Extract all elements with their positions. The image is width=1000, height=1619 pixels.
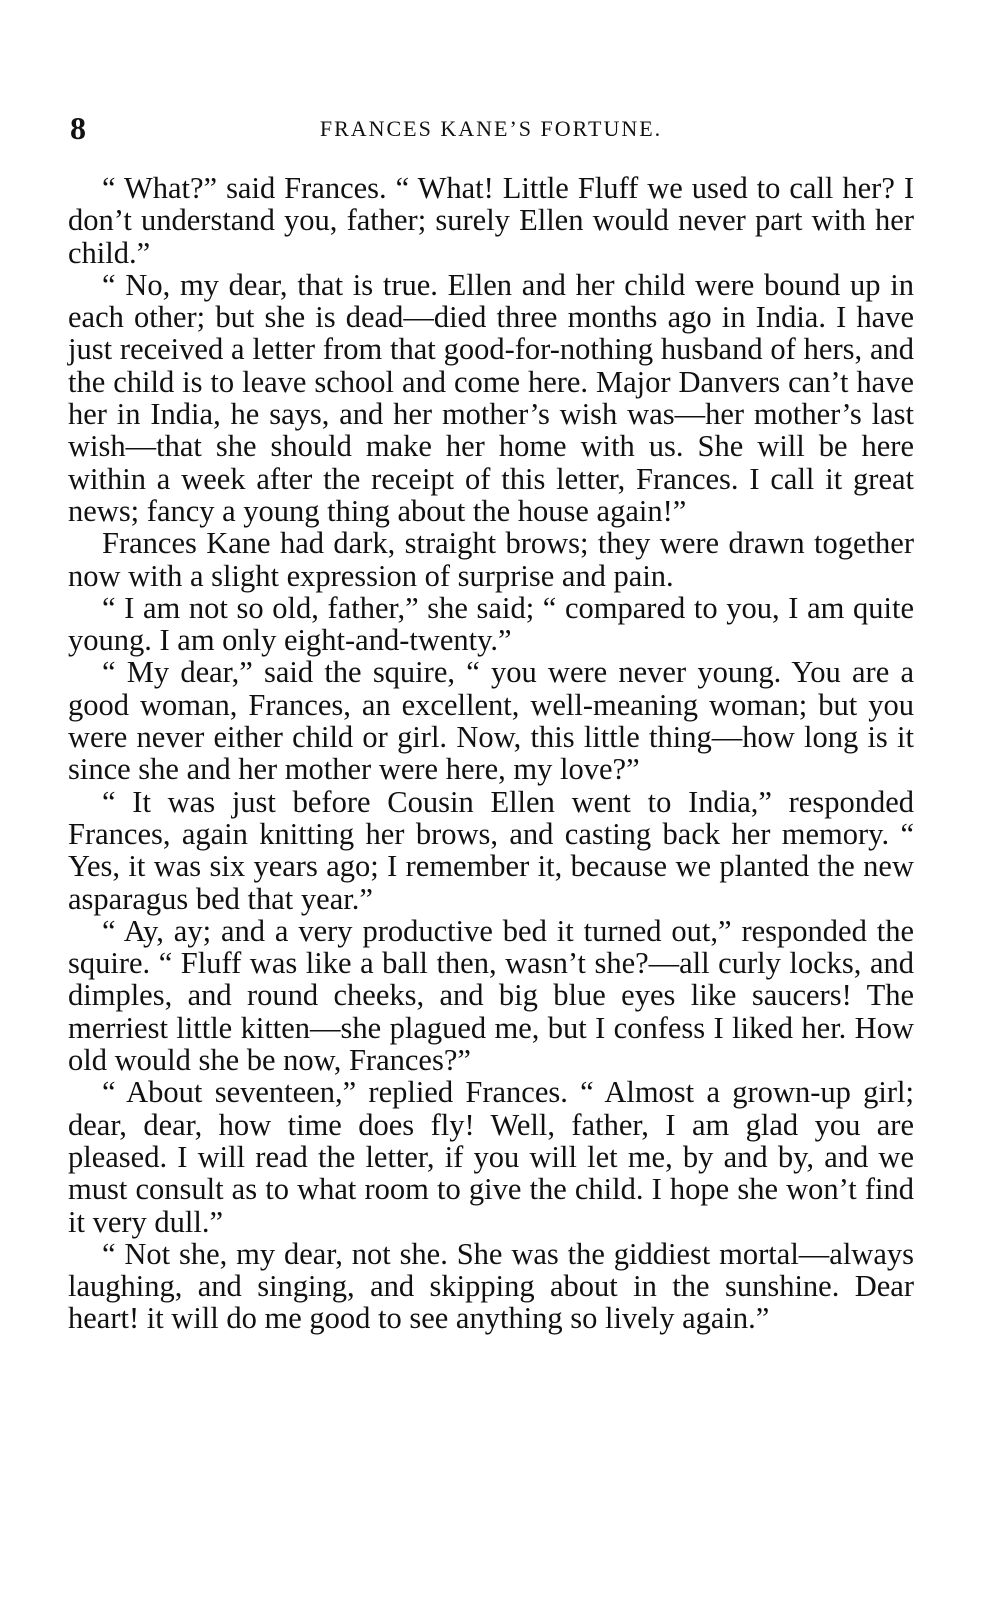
paragraph: “ My dear,” said the squire, “ you were never young. You are a good woman, Frances, an excellent, well-meaning woman; but you were never either child or girl. Now, this little thing—how long is it since she and her mother were here, my love?” (68, 655, 914, 787)
paragraph: “ It was just before Cousin Ellen went to India,” responded Frances, again knitting her brows, and casting back her memory. “ Yes, it was six years ago; I remember it, because we planted the new asparagus bed that year.” (68, 784, 914, 916)
paragraph: Frances Kane had dark, straight brows; they were drawn together now with a slight expression of surprise and pain. (68, 526, 914, 593)
paragraph: “ No, my dear, that is true. Ellen and her child were bound up in each other; but she is dead—died three months ago in India. I have just received a letter from that good-for-nothing husband of hers, and the child is to leave school and come here. Major Danvers can’t have her in India, he says, and her mother’s wish was—her mother’s last wish—that she should make her home with us. She will be here within a week after the receipt of this letter, Frances. I call it great news; fancy a young thing about the house again!” (68, 267, 914, 528)
paragraph: “ About seventeen,” replied Frances. “ Almost a grown-up girl; dear, dear, how time does fly! Well, father, I am glad you are pleased. I will read the letter, if you will let me, by and by, and we must consult as to what room to give the child. I hope she won’t find it very dull.” (68, 1075, 914, 1239)
page-number: 8 (70, 110, 86, 146)
running-head (70, 110, 912, 146)
paragraph: “ I am not so old, father,” she said; “ compared to you, I am quite young. I am only eight-and-twenty.” (68, 590, 914, 658)
paragraph: “ What?” said Frances. “ What! Little Fluff we used to call her? I don’t understand you, father; surely Ellen would never part with her child.” (68, 171, 914, 270)
paragraph: “ Ay, ay; and a very productive bed it turned out,” responded the squire. “ Fluff was like a ball then, wasn’t she?—all curly locks, and dimples, and round cheeks, and big blue eyes like saucers! The merriest little kitten—she plagued me, but I confess I liked her. How old would she be now, Frances?” (68, 913, 914, 1078)
text-body (68, 172, 914, 1335)
running-title: FRANCES KANE’S FORTUNE. (319, 116, 663, 141)
paragraph: “ Not she, my dear, not she. She was the giddiest mortal—always laughing, and singing, and skipping about in the sunshine. Dear heart! it will do me good to see anything so lively again.” (68, 1236, 914, 1336)
